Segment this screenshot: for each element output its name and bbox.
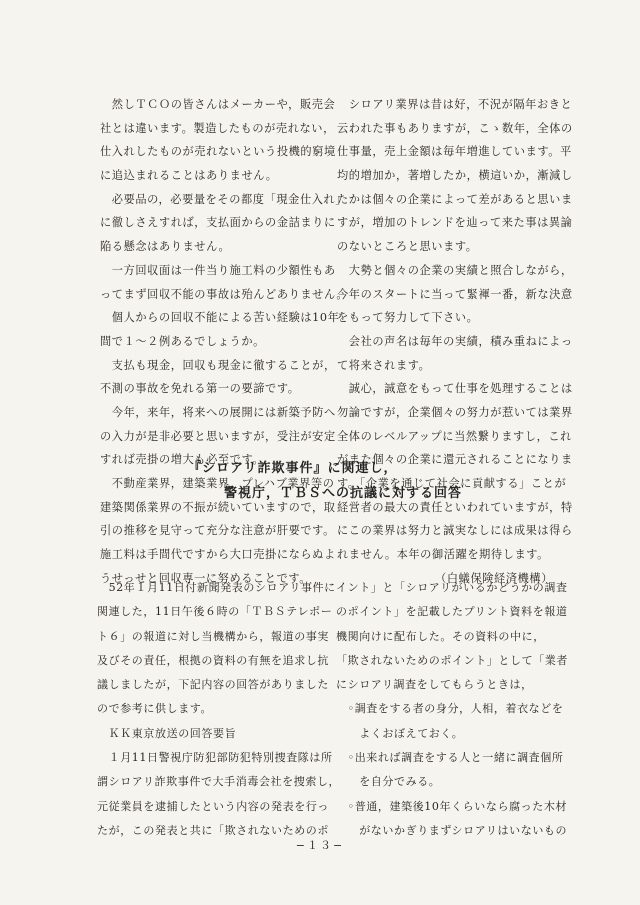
- text-line: 今年，来年，将来への展開には新築予防へ: [100, 405, 336, 419]
- text-line: すが，増加のトレンドを辿って来た事は異論: [337, 216, 573, 230]
- text-line: がまた個々の企業に還元されることになりま: [337, 453, 573, 467]
- text-line: す。「企業を通じて社会に貢献する」ことが: [337, 477, 567, 490]
- text-line: 誠心，誠意をもって仕事を処理することは: [337, 382, 573, 396]
- text-line: 会社の声名は毎年の実績，積み重ねによっ: [337, 334, 573, 348]
- text-line: 52年１月11日付新聞発表のシロアリ事件に: [97, 581, 336, 594]
- text-line: 不動産業界，建築業界，プレハブ業界等の: [100, 477, 335, 490]
- text-line: 引の推移を見守って充分な注意が肝要です。: [100, 524, 335, 538]
- text-line: 仕事量，売上金額は毎年増進しています。平: [337, 145, 572, 159]
- text-line: ◦出来れば調査をする人と一緒に調査個所: [336, 751, 564, 765]
- text-line: すれば売掛の増大も必至です。: [100, 453, 265, 467]
- text-line: にこの業界は努力と誠実なしには成果は得ら: [337, 524, 573, 538]
- text-line: をもって努力して下さい。: [337, 311, 479, 325]
- text-line: ってまず回収不能の事故は殆んどありません。: [100, 287, 349, 301]
- text-line: 仕入れしたものが売れないという投機的窮境: [100, 145, 336, 159]
- text-line: 支払も現金，回収も現金に徹することが，: [100, 358, 336, 372]
- text-line: のないところと思います。: [337, 240, 478, 254]
- text-line: がないかぎりまずシロアリはいないもの: [336, 823, 568, 837]
- text-line: 全体のレベルアップに当然繋りますし，これ: [337, 429, 572, 443]
- text-line: たが，この発表と共に「欺されないためのポ: [97, 823, 329, 837]
- text-line: に徹しさえすれば，支払面からの金詰まりに: [100, 216, 336, 230]
- bottom-left-column: [97, 576, 341, 843]
- text-line: 関連した，11日午後６時の「ＴＢＳテレポー: [97, 605, 333, 619]
- text-line: 必要品の，必要量をその都度「現金仕入れ」: [100, 192, 348, 206]
- text-line: うせっせと回収専一に努めることです。: [100, 571, 312, 585]
- text-line: 云われた事もありますが，こゝ数年，全体の: [337, 121, 573, 135]
- text-line: を自分でみる。: [336, 775, 441, 789]
- text-line: 不測の事故を免れる第一の要諦です。: [100, 382, 300, 396]
- text-line: ◦普通，建築後10年くらいなら腐った木材: [336, 799, 568, 813]
- text-line: ＫＫ東京放送の回答要旨: [97, 726, 237, 740]
- text-line: ので参考に供します。: [97, 702, 213, 716]
- signature: （白蟻保険経済機構）: [435, 571, 553, 585]
- text-line: よくおぼえておく。: [336, 726, 464, 740]
- text-line: て将来されます。: [337, 358, 431, 372]
- text-line: 及びその責任，根拠の資料の有無を追求し抗: [97, 653, 329, 667]
- text-line: ◦調査をする者の身分，人相，着衣などを: [336, 702, 564, 716]
- text-line: 今年のスタートに当って緊褌一番，新な決意: [337, 287, 573, 301]
- article-heading-line-1: 『シロアリ詐欺事件』に関連し，: [188, 461, 398, 476]
- text-line: にシロアリ調査をしてもらうときは，: [336, 678, 533, 692]
- text-line: 個人からの回収不能による苦い経験は10年: [100, 311, 340, 325]
- text-line: のポイント」を記載したプリント資料を報道: [336, 605, 568, 619]
- text-line: イント」と「シロアリがいるかどうかの調査: [336, 581, 568, 594]
- text-line: 社とは違います。製造したものが売れない，: [100, 121, 335, 135]
- text-line: 然しＴＣＯの皆さんはメーカーや，販売会: [100, 98, 336, 111]
- text-line: 大勢と個々の企業の実績と照合しながら，: [337, 263, 573, 277]
- text-line: シロアリ業界は昔は好，不況が隔年おきと: [337, 98, 573, 111]
- text-line: 陥る懸念はありません。: [100, 240, 231, 254]
- top-right-column: [337, 93, 573, 590]
- article-heading-line-2: 警視庁，ＴＢＳへの抗議に対する回答: [224, 486, 463, 501]
- text-line: 施工料は手間代ですから大口売掛にならぬよ: [100, 548, 336, 562]
- bottom-right-column: [336, 576, 568, 843]
- text-line: 元従業員を逮捕したという内容の発表を行っ: [97, 799, 329, 813]
- text-line: 「欺されないためのポイント」として「業者: [336, 653, 568, 667]
- page-number: −１３−: [295, 839, 345, 852]
- text-line: 間で１〜２例あるでしょうか。: [100, 334, 265, 348]
- text-line: １月11日警視庁防犯部防犯特別捜査隊は所: [97, 751, 333, 765]
- text-line: ト６」の報道に対し当機構から，報道の事実: [97, 629, 329, 643]
- text-line: 経営者の最大の責任といわれていますが，特: [337, 500, 573, 514]
- text-line: 一方回収面は一件当り施工料の少額性もあ: [100, 263, 336, 277]
- text-line: 建築関係業界の不振が続いていますので，取: [100, 500, 336, 514]
- text-line: 議しましたが，下記内容の回答がありました: [97, 678, 329, 692]
- text-line: たかは個々の企業によって差があると思いま: [337, 192, 573, 206]
- text-line: に追込まれることはありません。: [100, 169, 278, 183]
- text-line: 謂シロアリ詐欺事件で大手消毒会社を捜索し，: [97, 775, 341, 789]
- text-line: れません。本年の御活躍を期待します。: [337, 548, 549, 562]
- text-line: の入力が是非必要と思いますが，受注が安定: [100, 429, 336, 443]
- text-line: 機関向けに配布した。その資料の中に，: [336, 629, 545, 643]
- text-line: 勿論ですが，企業個々の努力が惹いては業界: [337, 405, 573, 419]
- text-line: 均的増加か，著増したか，横這いか，漸減し: [337, 169, 573, 183]
